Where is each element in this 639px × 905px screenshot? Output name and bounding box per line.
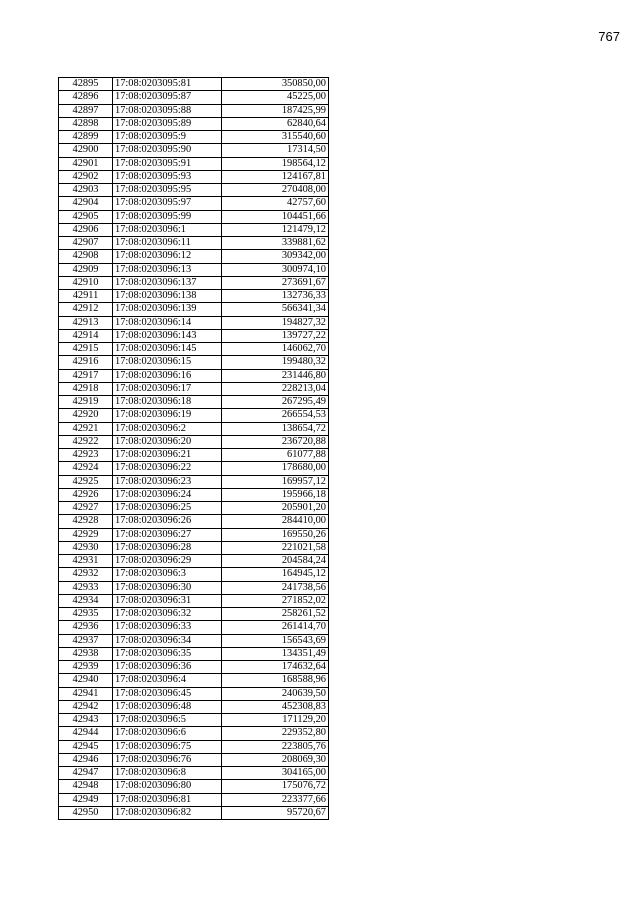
row-number-cell: 42920 [59,409,113,422]
table-row [59,316,329,329]
value-cell: 95720,67 [222,806,329,819]
value-cell: 204584,24 [222,555,329,568]
value-cell: 169550,26 [222,528,329,541]
cadastral-number-cell: 17:08:0203096:36 [113,661,222,674]
cadastral-number-cell: 17:08:0203096:15 [113,356,222,369]
row-number-cell: 42949 [59,793,113,806]
value-cell: 240639,50 [222,687,329,700]
cadastral-number-cell: 17:08:0203096:81 [113,793,222,806]
row-number-cell: 42931 [59,555,113,568]
row-number-cell: 42936 [59,621,113,634]
value-cell: 266554,53 [222,409,329,422]
value-cell: 223377,66 [222,793,329,806]
table-row [59,714,329,727]
cadastral-number-cell: 17:08:0203095:9 [113,131,222,144]
row-number-cell: 42933 [59,581,113,594]
row-number-cell: 42950 [59,806,113,819]
row-number-cell: 42913 [59,316,113,329]
table-row [59,91,329,104]
row-number-cell: 42948 [59,780,113,793]
table-row [59,396,329,409]
table-row [59,647,329,660]
row-number-cell: 42923 [59,449,113,462]
cadastral-number-cell: 17:08:0203096:82 [113,806,222,819]
row-number-cell: 42924 [59,462,113,475]
cadastral-number-cell: 17:08:0203096:32 [113,608,222,621]
table-row [59,581,329,594]
row-number-cell: 42941 [59,687,113,700]
table-row [59,329,329,342]
cadastral-number-cell: 17:08:0203096:76 [113,753,222,766]
row-number-cell: 42940 [59,674,113,687]
table-row [59,369,329,382]
cadastral-number-cell: 17:08:0203096:139 [113,303,222,316]
table-row [59,343,329,356]
cadastral-number-cell: 17:08:0203096:31 [113,594,222,607]
row-number-cell: 42921 [59,422,113,435]
table-row [59,223,329,236]
cadastral-number-cell: 17:08:0203096:27 [113,528,222,541]
cadastral-number-cell: 17:08:0203096:26 [113,515,222,528]
registry-table-body [59,78,329,820]
value-cell: 271852,02 [222,594,329,607]
table-row [59,488,329,501]
row-number-cell: 42945 [59,740,113,753]
table-row [59,356,329,369]
value-cell: 175076,72 [222,780,329,793]
table-row [59,753,329,766]
cadastral-number-cell: 17:08:0203096:14 [113,316,222,329]
cadastral-number-cell: 17:08:0203095:97 [113,197,222,210]
row-number-cell: 42897 [59,104,113,117]
row-number-cell: 42932 [59,568,113,581]
table-row [59,250,329,263]
row-number-cell: 42899 [59,131,113,144]
cadastral-number-cell: 17:08:0203096:11 [113,237,222,250]
cadastral-number-cell: 17:08:0203096:21 [113,449,222,462]
table-row [59,621,329,634]
cadastral-number-cell: 17:08:0203096:34 [113,634,222,647]
table-row [59,131,329,144]
cadastral-number-cell: 17:08:0203096:33 [113,621,222,634]
cadastral-number-cell: 17:08:0203096:45 [113,687,222,700]
value-cell: 121479,12 [222,223,329,236]
cadastral-number-cell: 17:08:0203096:4 [113,674,222,687]
value-cell: 132736,33 [222,290,329,303]
row-number-cell: 42925 [59,475,113,488]
row-number-cell: 42947 [59,767,113,780]
row-number-cell: 42912 [59,303,113,316]
value-cell: 124167,81 [222,170,329,183]
value-cell: 261414,70 [222,621,329,634]
value-cell: 273691,67 [222,276,329,289]
table-row [59,237,329,250]
value-cell: 168588,96 [222,674,329,687]
row-number-cell: 42901 [59,157,113,170]
value-cell: 42757,60 [222,197,329,210]
row-number-cell: 42916 [59,356,113,369]
value-cell: 187425,99 [222,104,329,117]
cadastral-number-cell: 17:08:0203096:13 [113,263,222,276]
cadastral-number-cell: 17:08:0203096:30 [113,581,222,594]
row-number-cell: 42946 [59,753,113,766]
table-row [59,449,329,462]
row-number-cell: 42928 [59,515,113,528]
row-number-cell: 42907 [59,237,113,250]
table-row [59,117,329,130]
row-number-cell: 42934 [59,594,113,607]
table-row [59,290,329,303]
cadastral-number-cell: 17:08:0203096:22 [113,462,222,475]
table-row [59,700,329,713]
value-cell: 139727,22 [222,329,329,342]
value-cell: 223805,76 [222,740,329,753]
value-cell: 45225,00 [222,91,329,104]
value-cell: 452308,83 [222,700,329,713]
table-row [59,541,329,554]
table-row [59,528,329,541]
value-cell: 138654,72 [222,422,329,435]
table-row [59,740,329,753]
row-number-cell: 42937 [59,634,113,647]
cadastral-number-cell: 17:08:0203095:91 [113,157,222,170]
cadastral-number-cell: 17:08:0203096:28 [113,541,222,554]
cadastral-number-cell: 17:08:0203096:75 [113,740,222,753]
cadastral-number-cell: 17:08:0203095:99 [113,210,222,223]
cadastral-number-cell: 17:08:0203096:143 [113,329,222,342]
cadastral-number-cell: 17:08:0203096:16 [113,369,222,382]
cadastral-number-cell: 17:08:0203096:23 [113,475,222,488]
value-cell: 208069,30 [222,753,329,766]
value-cell: 169957,12 [222,475,329,488]
row-number-cell: 42895 [59,78,113,91]
cadastral-number-cell: 17:08:0203095:87 [113,91,222,104]
value-cell: 339881,62 [222,237,329,250]
table-row [59,661,329,674]
table-row [59,435,329,448]
table-row [59,555,329,568]
value-cell: 231446,80 [222,369,329,382]
cadastral-number-cell: 17:08:0203096:17 [113,382,222,395]
row-number-cell: 42938 [59,647,113,660]
row-number-cell: 42922 [59,435,113,448]
row-number-cell: 42929 [59,528,113,541]
value-cell: 146062,70 [222,343,329,356]
value-cell: 566341,34 [222,303,329,316]
table-row [59,634,329,647]
table-row [59,780,329,793]
cadastral-number-cell: 17:08:0203096:3 [113,568,222,581]
value-cell: 104451,66 [222,210,329,223]
cadastral-number-cell: 17:08:0203096:19 [113,409,222,422]
cadastral-number-cell: 17:08:0203096:48 [113,700,222,713]
cadastral-number-cell: 17:08:0203096:6 [113,727,222,740]
row-number-cell: 42943 [59,714,113,727]
cadastral-number-cell: 17:08:0203095:88 [113,104,222,117]
cadastral-number-cell: 17:08:0203096:138 [113,290,222,303]
cadastral-number-cell: 17:08:0203096:1 [113,223,222,236]
row-number-cell: 42898 [59,117,113,130]
table-row [59,475,329,488]
value-cell: 205901,20 [222,502,329,515]
cadastral-number-cell: 17:08:0203096:18 [113,396,222,409]
cadastral-number-cell: 17:08:0203095:89 [113,117,222,130]
value-cell: 284410,00 [222,515,329,528]
row-number-cell: 42900 [59,144,113,157]
row-number-cell: 42904 [59,197,113,210]
value-cell: 236720,88 [222,435,329,448]
cadastral-number-cell: 17:08:0203096:5 [113,714,222,727]
cadastral-number-cell: 17:08:0203095:81 [113,78,222,91]
row-number-cell: 42917 [59,369,113,382]
value-cell: 350850,00 [222,78,329,91]
cadastral-number-cell: 17:08:0203096:80 [113,780,222,793]
cadastral-number-cell: 17:08:0203096:12 [113,250,222,263]
value-cell: 267295,49 [222,396,329,409]
table-row [59,422,329,435]
table-row [59,608,329,621]
table-row [59,157,329,170]
table-row [59,104,329,117]
row-number-cell: 42896 [59,91,113,104]
value-cell: 304165,00 [222,767,329,780]
table-row [59,793,329,806]
value-cell: 221021,58 [222,541,329,554]
value-cell: 61077,88 [222,449,329,462]
row-number-cell: 42908 [59,250,113,263]
row-number-cell: 42910 [59,276,113,289]
table-row [59,515,329,528]
cadastral-number-cell: 17:08:0203095:95 [113,184,222,197]
value-cell: 199480,32 [222,356,329,369]
table-row [59,409,329,422]
value-cell: 164945,12 [222,568,329,581]
cadastral-number-cell: 17:08:0203096:24 [113,488,222,501]
table-row [59,197,329,210]
value-cell: 156543,69 [222,634,329,647]
table-row [59,184,329,197]
table-row [59,263,329,276]
row-number-cell: 42905 [59,210,113,223]
table-row [59,462,329,475]
cadastral-number-cell: 17:08:0203096:25 [113,502,222,515]
table-row [59,687,329,700]
row-number-cell: 42914 [59,329,113,342]
table-row [59,502,329,515]
value-cell: 300974,10 [222,263,329,276]
cadastral-number-cell: 17:08:0203095:93 [113,170,222,183]
row-number-cell: 42942 [59,700,113,713]
value-cell: 171129,20 [222,714,329,727]
cadastral-number-cell: 17:08:0203096:2 [113,422,222,435]
table-row [59,674,329,687]
cadastral-number-cell: 17:08:0203096:20 [113,435,222,448]
row-number-cell: 42918 [59,382,113,395]
value-cell: 198564,12 [222,157,329,170]
cadastral-number-cell: 17:08:0203096:35 [113,647,222,660]
value-cell: 258261,52 [222,608,329,621]
table-row [59,144,329,157]
cadastral-number-cell: 17:08:0203096:8 [113,767,222,780]
cadastral-number-cell: 17:08:0203095:90 [113,144,222,157]
table-row [59,727,329,740]
value-cell: 270408,00 [222,184,329,197]
table-row [59,170,329,183]
value-cell: 309342,00 [222,250,329,263]
table-row [59,303,329,316]
row-number-cell: 42906 [59,223,113,236]
table-row [59,210,329,223]
row-number-cell: 42926 [59,488,113,501]
cadastral-number-cell: 17:08:0203096:137 [113,276,222,289]
value-cell: 174632,64 [222,661,329,674]
value-cell: 194827,32 [222,316,329,329]
value-cell: 134351,49 [222,647,329,660]
cadastral-number-cell: 17:08:0203096:29 [113,555,222,568]
registry-table [58,77,329,820]
value-cell: 62840,64 [222,117,329,130]
value-cell: 315540,60 [222,131,329,144]
page-number: 767 [598,29,620,44]
value-cell: 228213,04 [222,382,329,395]
table-row [59,594,329,607]
table-row [59,806,329,819]
row-number-cell: 42930 [59,541,113,554]
value-cell: 17314,50 [222,144,329,157]
table-row [59,382,329,395]
table-row [59,767,329,780]
value-cell: 195966,18 [222,488,329,501]
value-cell: 241738,56 [222,581,329,594]
row-number-cell: 42939 [59,661,113,674]
row-number-cell: 42927 [59,502,113,515]
row-number-cell: 42909 [59,263,113,276]
row-number-cell: 42919 [59,396,113,409]
row-number-cell: 42903 [59,184,113,197]
row-number-cell: 42915 [59,343,113,356]
table-row [59,78,329,91]
value-cell: 178680,00 [222,462,329,475]
cadastral-number-cell: 17:08:0203096:145 [113,343,222,356]
row-number-cell: 42911 [59,290,113,303]
value-cell: 229352,80 [222,727,329,740]
row-number-cell: 42935 [59,608,113,621]
row-number-cell: 42902 [59,170,113,183]
row-number-cell: 42944 [59,727,113,740]
table-row [59,568,329,581]
table-row [59,276,329,289]
